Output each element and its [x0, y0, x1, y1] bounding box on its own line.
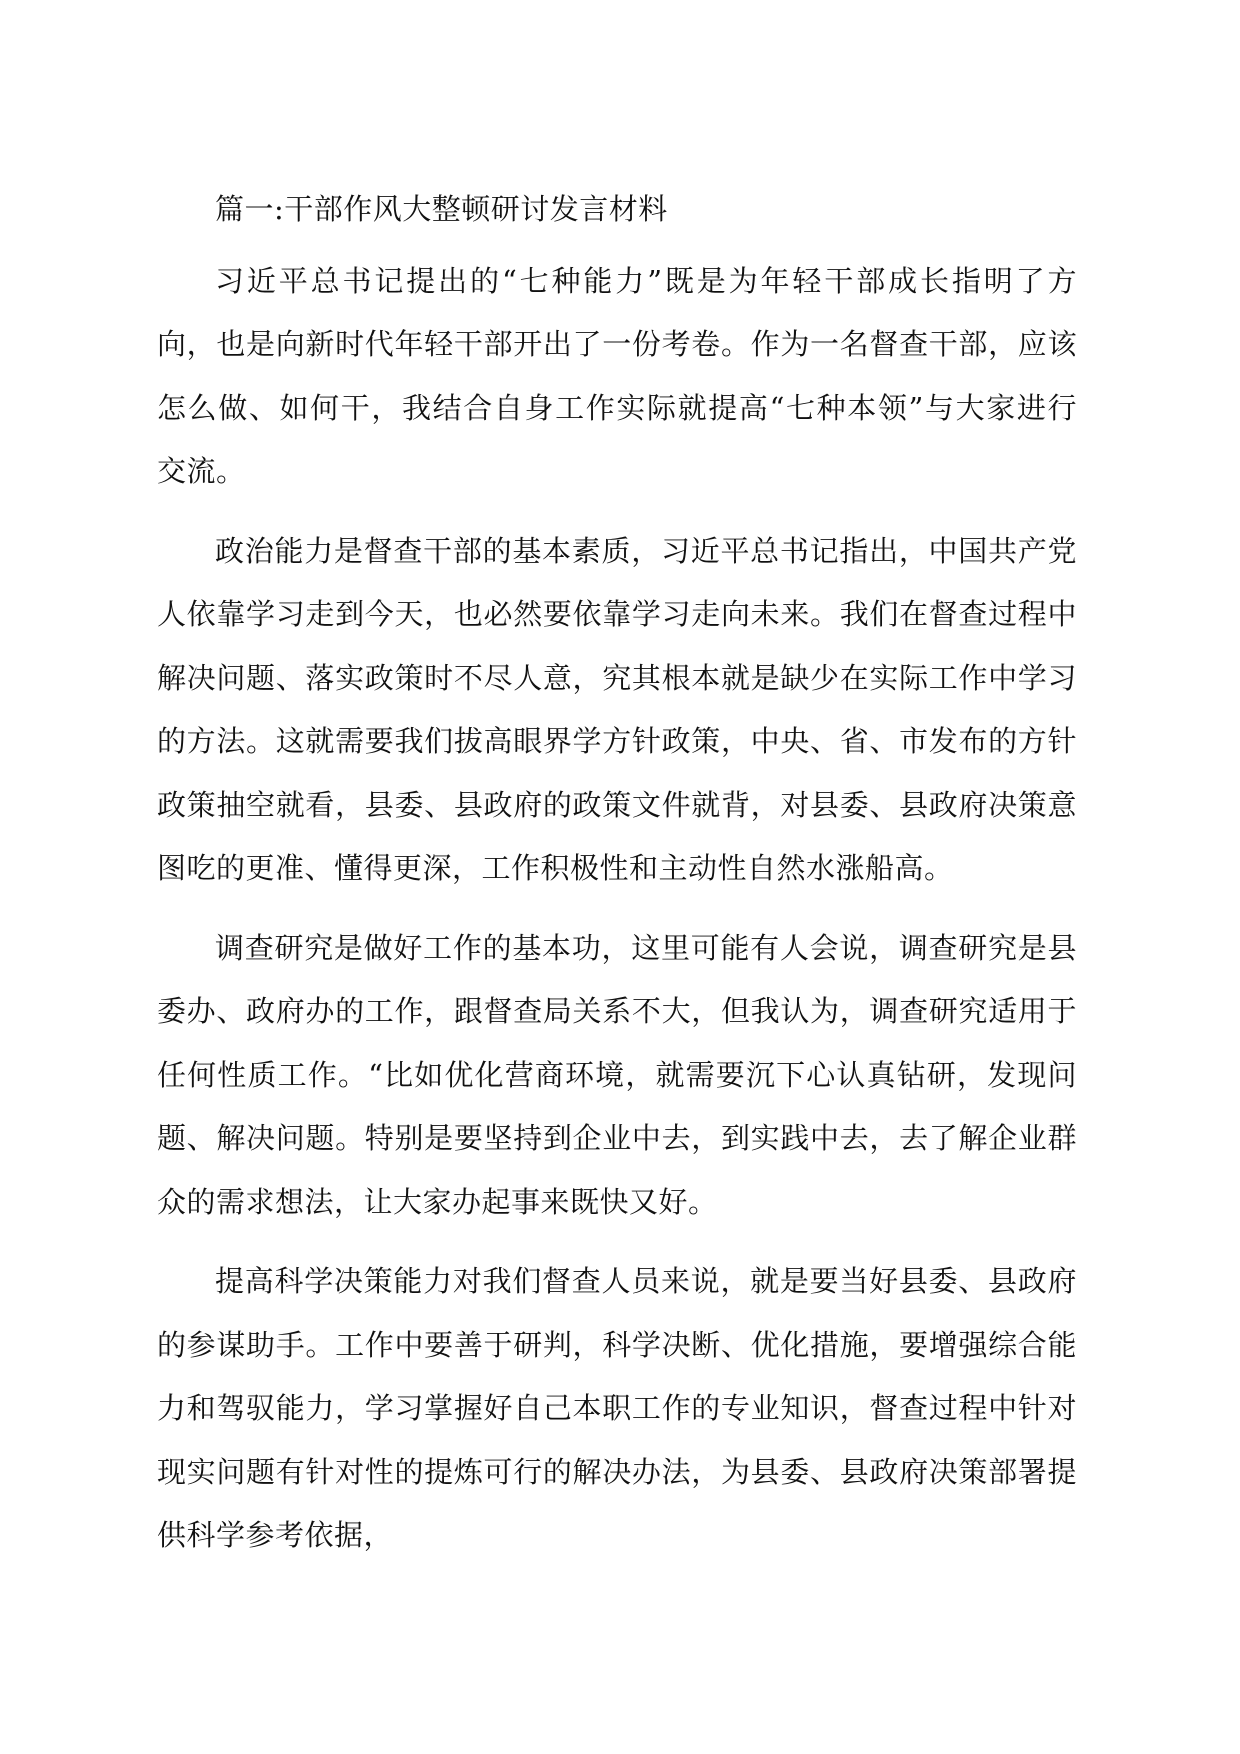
paragraph-line: 解决问题、落实政策时不尽人意，究其根本就是缺少在实际工作中学习 — [157, 660, 1077, 695]
paragraph — [157, 1250, 1077, 1568]
paragraph-line: 调查研究是做好工作的基本功，这里可能有人会说，调查研究是县 — [215, 930, 1077, 965]
paragraph-line: 的参谋助手。工作中要善于研判，科学决断、优化措施，要增强综合能 — [157, 1327, 1077, 1362]
paragraph-line: 交流。 — [157, 454, 246, 488]
paragraph-line: 向，也是向新时代年轻干部开出了一份考卷。作为一名督查干部，应该 — [157, 327, 1077, 361]
document-page — [157, 178, 1077, 1584]
paragraph — [157, 250, 1077, 504]
paragraph-line: 图吃的更准、懂得更深，工作积极性和主动性自然水涨船高。 — [157, 851, 954, 885]
paragraph-line: 委办、政府办的工作，跟督查局关系不大，但我认为，调查研究适用于 — [157, 994, 1077, 1028]
paragraph-line: 众的需求想法，让大家办起事来既快又好。 — [157, 1184, 718, 1219]
paragraph-line: 任何性质工作。“比如优化营商环境，就需要沉下心认真钻研，发现问 — [157, 1057, 1077, 1092]
paragraph-line: 的方法。这就需要我们拔高眼界学方针政策，中央、省、市发布的方针 — [157, 724, 1077, 758]
paragraph — [157, 520, 1077, 901]
paragraph — [157, 917, 1077, 1235]
paragraph-line: 现实问题有针对性的提炼可行的解决办法，为县委、县政府决策部署提 — [157, 1454, 1077, 1489]
paragraph-line: 政策抽空就看，县委、县政府的政策文件就背，对县委、县政府决策意 — [157, 787, 1077, 822]
paragraph-line: 习近平总书记提出的“七种能力”既是为年轻干部成长指明了方 — [215, 263, 1077, 298]
paragraph-line: 怎么做、如何干，我结合自身工作实际就提高“七种本领”与大家进行 — [157, 390, 1077, 425]
paragraph-line: 提高科学决策能力对我们督查人员来说，就是要当好县委、县政府 — [215, 1264, 1077, 1298]
paragraph-line: 政治能力是督查干部的基本素质，习近平总书记指出，中国共产党 — [215, 533, 1077, 568]
paragraph-line: 题、解决问题。特别是要坚持到企业中去，到实践中去，去了解企业群 — [157, 1121, 1077, 1155]
document-body — [157, 250, 1077, 1568]
paragraph-line: 力和驾驭能力，学习掌握好自己本职工作的专业知识，督查过程中针对 — [157, 1391, 1077, 1425]
paragraph-line: 人依靠学习走到今天，也必然要依靠学习走向未来。我们在督查过程中 — [157, 597, 1077, 631]
paragraph-line: 供科学参考依据， — [157, 1518, 394, 1552]
document-title: 篇一:干部作风大整顿研讨发言材料 — [215, 192, 668, 226]
